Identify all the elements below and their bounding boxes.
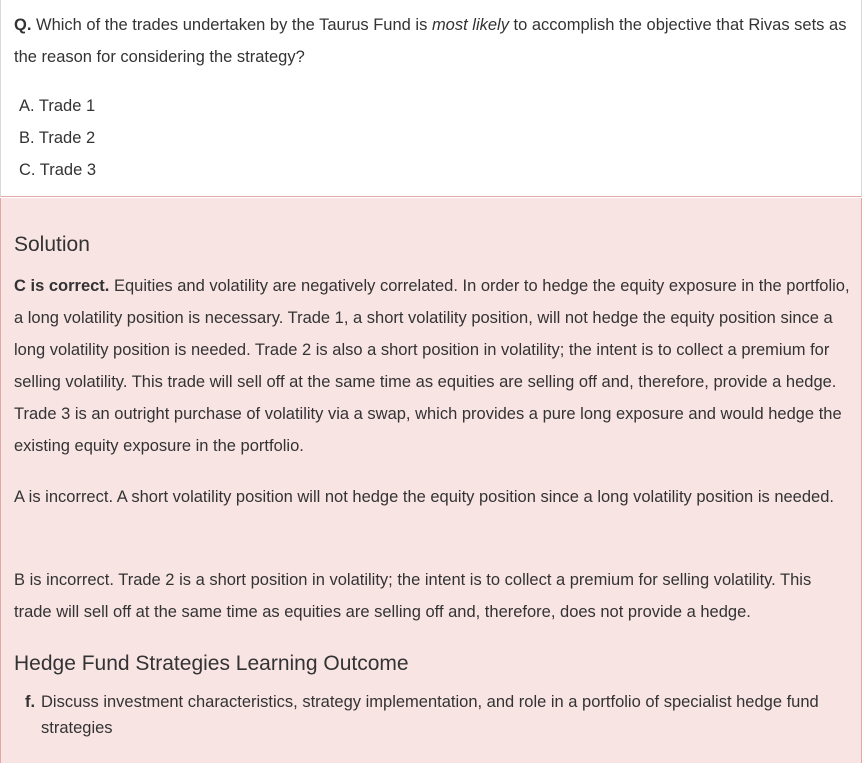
incorrect-b-explanation: B is incorrect. Trade 2 is a short position in volatility; the intent is to collect a premium for selling volatility. This trade will sell off at the same time as equities are selling off and, therefore, does not provide a hedge. <box>14 571 812 621</box>
option-c[interactable]: C. Trade 3 <box>19 161 97 179</box>
learning-outcome-heading: Hedge Fund Strategies Learning Outcome <box>14 652 409 675</box>
question-label: Q. <box>14 16 32 34</box>
question-box <box>0 0 862 197</box>
question-text-start: Which of the trades undertaken by the Taurus Fund is <box>31 16 432 34</box>
learning-outcome-marker: f. <box>25 693 36 711</box>
learning-outcome-list <box>25 689 845 741</box>
learning-outcome-text: Discuss investment characteristics, strategy implementation, and role in a portfolio of specialist hedge fund strategies <box>41 693 819 737</box>
correct-explanation <box>14 270 850 462</box>
learning-outcome-item <box>25 689 845 741</box>
option-b[interactable]: B. Trade 2 <box>19 129 96 147</box>
correct-lead: C is correct. <box>14 277 110 295</box>
correct-text: Equities and volatility are negatively correlated. In order to hedge the equity exposure in the portfolio, a long volatility position is necessary. Trade 1, a short volatility position, will not hedge the equity position since a long volatility position is needed. Trade 2 is also a short position in volatility; the intent is to collect a premium for selling volatility. This trade will sell off at the same time as equities are selling off and, therefore, provide a hedge. Trade 3 is an outright purchase of volatility via a swap, which provides a pure long exposure and would hedge the existing equity exposure in the portfolio. <box>14 277 850 455</box>
question-emphasis: most likely <box>431 16 509 34</box>
answer-options <box>19 90 96 186</box>
incorrect-a-explanation: A is incorrect. A short volatility position will not hedge the equity position since a long volatility position is needed. <box>14 488 834 506</box>
solution-box <box>0 198 862 763</box>
question-text-end: to accomplish the objective that Rivas sets as the reason for considering the strategy? <box>14 16 847 66</box>
solution-heading: Solution <box>14 233 90 256</box>
question-text <box>14 9 849 73</box>
option-a[interactable]: A. Trade 1 <box>19 97 96 115</box>
